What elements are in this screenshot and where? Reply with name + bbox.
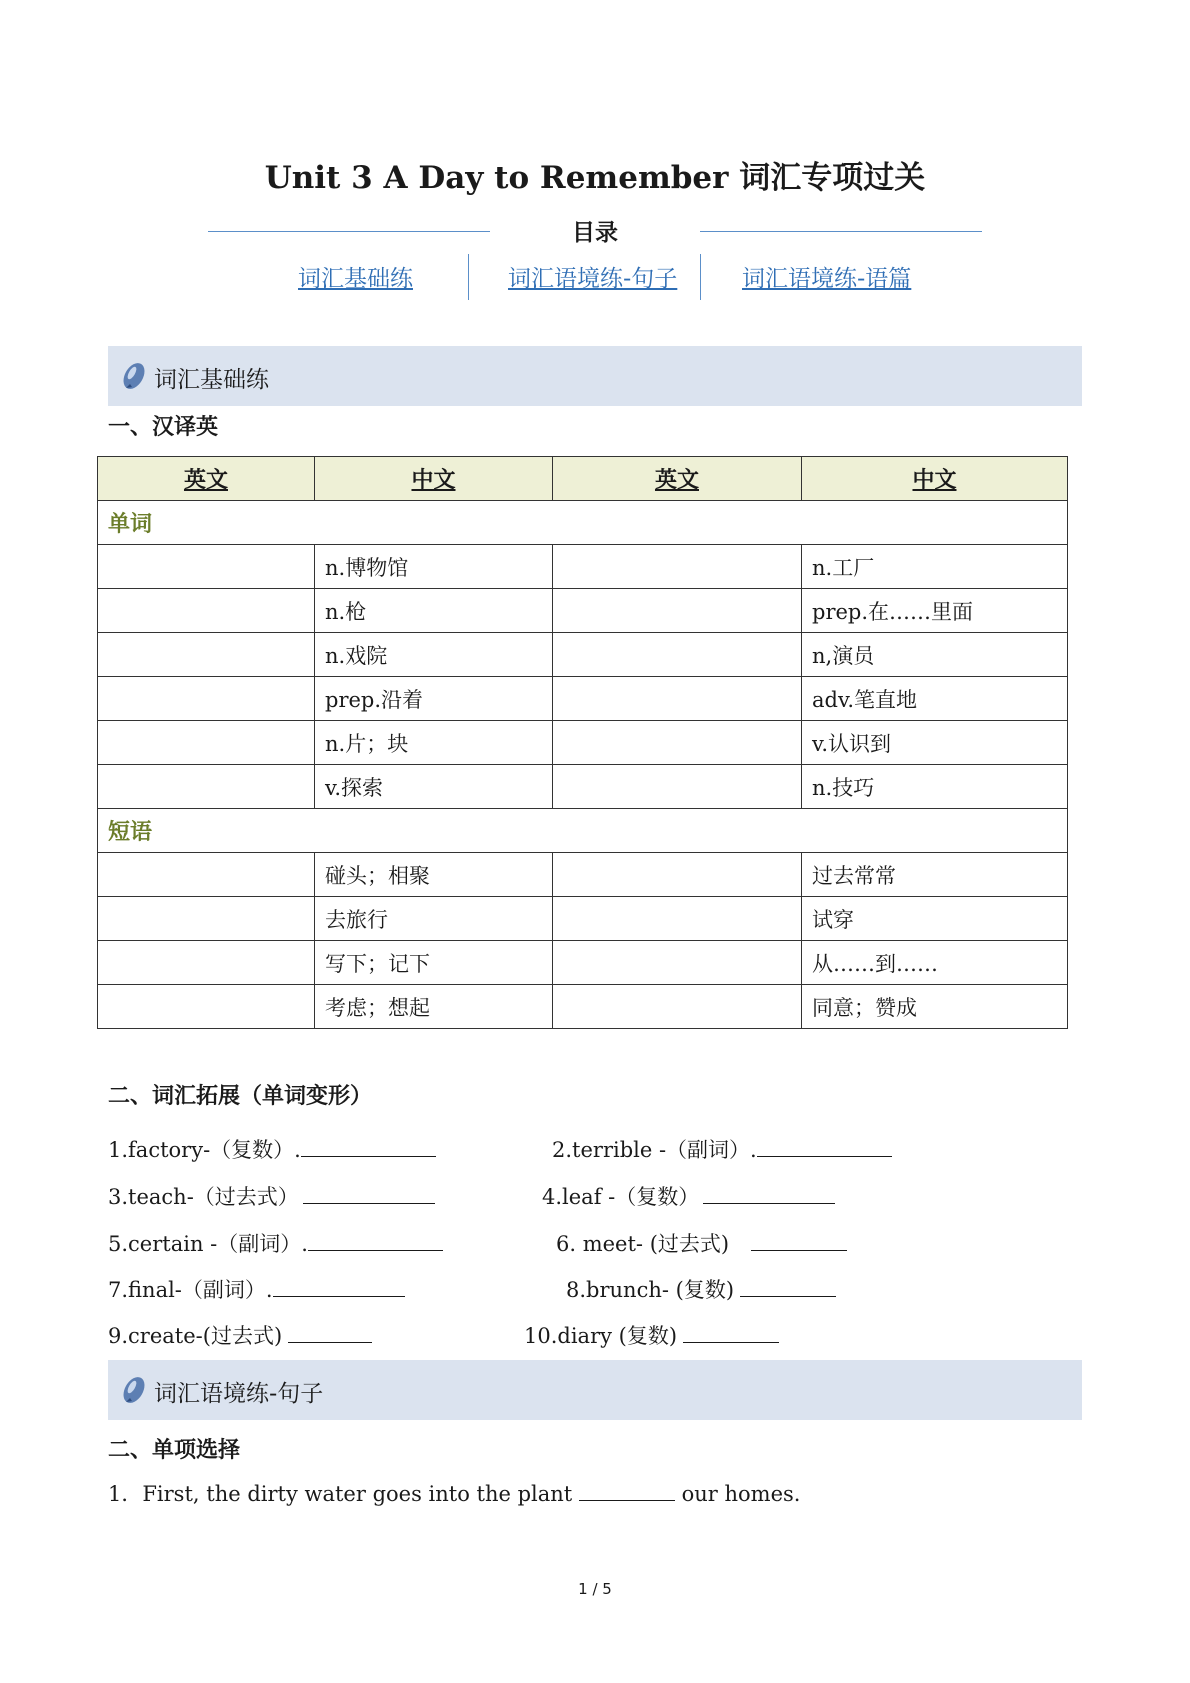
- answer-blank[interactable]: [273, 1274, 405, 1297]
- question-text-before: 1．First, the dirty water goes into the plant: [108, 1482, 573, 1506]
- answer-cell[interactable]: [98, 897, 315, 941]
- column-header: 英文: [98, 457, 315, 501]
- pen-icon: [122, 360, 146, 392]
- exercise-item: [524, 1320, 779, 1350]
- answer-cell[interactable]: [553, 853, 802, 897]
- answer-cell[interactable]: [98, 633, 315, 677]
- table-row: [98, 853, 1068, 897]
- column-header: 中文: [802, 457, 1068, 501]
- table-row: [98, 985, 1068, 1029]
- toc-separator: [468, 254, 469, 300]
- toc-separator: [700, 254, 701, 300]
- answer-cell[interactable]: [553, 589, 802, 633]
- page-title: Unit 3 A Day to Remember 词汇专项过关: [264, 160, 926, 196]
- exercise-prompt: 2.terrible -（副词）.: [552, 1138, 757, 1162]
- exercise-prompt: 3.teach-（过去式）: [108, 1185, 299, 1209]
- answer-blank[interactable]: [303, 1181, 435, 1204]
- answer-cell[interactable]: [553, 985, 802, 1029]
- answer-cell[interactable]: [553, 545, 802, 589]
- answer-cell[interactable]: [98, 545, 315, 589]
- answer-blank[interactable]: [683, 1320, 779, 1343]
- exercise-prompt: 9.create-(过去式): [108, 1324, 283, 1348]
- column-header: 中文: [315, 457, 553, 501]
- answer-cell[interactable]: [553, 633, 802, 677]
- group-label-words: 单词: [98, 501, 1068, 545]
- table-row: [98, 589, 1068, 633]
- section-band-label: 词汇语境练-句子: [154, 1381, 324, 1407]
- answer-blank[interactable]: [703, 1181, 835, 1204]
- exercise-item: [566, 1274, 836, 1304]
- answer-cell[interactable]: [553, 677, 802, 721]
- chinese-cell: 去旅行: [315, 897, 553, 941]
- table-row: [98, 721, 1068, 765]
- exercise-item: [552, 1134, 892, 1164]
- exercise-item: [542, 1181, 835, 1211]
- answer-cell[interactable]: [553, 941, 802, 985]
- table-row: [98, 765, 1068, 809]
- group-row: [98, 501, 1068, 545]
- answer-blank[interactable]: [751, 1228, 847, 1251]
- exercise-prompt: 1.factory-（复数）.: [108, 1138, 301, 1162]
- toc-link-passage[interactable]: 词汇语境练-语篇: [742, 266, 912, 292]
- exercise-prompt: 6. meet- (过去式): [556, 1232, 730, 1256]
- answer-blank[interactable]: [308, 1228, 443, 1251]
- answer-cell[interactable]: [553, 765, 802, 809]
- answer-blank[interactable]: [579, 1478, 675, 1501]
- exercise-prompt: 4.leaf -（复数）: [542, 1185, 700, 1209]
- chinese-cell: adv.笔直地: [802, 677, 1068, 721]
- answer-cell[interactable]: [98, 853, 315, 897]
- table-row: [98, 897, 1068, 941]
- chinese-cell: 写下；记下: [315, 941, 553, 985]
- chinese-cell: n.片；块: [315, 721, 553, 765]
- toc-link-sentence[interactable]: 词汇语境练-句子: [508, 266, 678, 292]
- part-title-choice: 二、单项选择: [108, 1438, 241, 1463]
- exercise-prompt: 5.certain -（副词）.: [108, 1232, 308, 1256]
- question-1: [108, 1478, 800, 1508]
- question-text-after: our homes.: [681, 1482, 801, 1506]
- exercise-item: [108, 1228, 443, 1258]
- chinese-cell: n.戏院: [315, 633, 553, 677]
- answer-blank[interactable]: [740, 1274, 836, 1297]
- table-row: [98, 633, 1068, 677]
- part-title-translate: 一、汉译英: [108, 415, 219, 440]
- chinese-cell: 考虑；想起: [315, 985, 553, 1029]
- answer-cell[interactable]: [98, 721, 315, 765]
- answer-cell[interactable]: [553, 897, 802, 941]
- exercise-prompt: 8.brunch- (复数): [566, 1278, 735, 1302]
- section-band-sentence: [108, 1360, 1082, 1420]
- chinese-cell: 碰头；相聚: [315, 853, 553, 897]
- answer-cell[interactable]: [98, 589, 315, 633]
- group-row: [98, 809, 1068, 853]
- vocab-table: [97, 456, 1068, 1029]
- chinese-cell: n.枪: [315, 589, 553, 633]
- table-row: [98, 941, 1068, 985]
- chinese-cell: 同意；赞成: [802, 985, 1068, 1029]
- chinese-cell: n.工厂: [802, 545, 1068, 589]
- section-band-label: 词汇基础练: [154, 367, 269, 393]
- toc-link-basic[interactable]: 词汇基础练: [298, 266, 413, 292]
- answer-cell[interactable]: [98, 765, 315, 809]
- exercise-item: [108, 1320, 372, 1350]
- answer-cell[interactable]: [98, 941, 315, 985]
- exercise-item: [108, 1181, 435, 1211]
- chinese-cell: 试穿: [802, 897, 1068, 941]
- group-label-phrases: 短语: [98, 809, 1068, 853]
- answer-blank[interactable]: [301, 1134, 436, 1157]
- exercise-item: [108, 1274, 405, 1304]
- chinese-cell: v.探索: [315, 765, 553, 809]
- answer-blank[interactable]: [288, 1320, 372, 1343]
- page-number: 1 / 5: [578, 1580, 612, 1598]
- chinese-cell: v.认识到: [802, 721, 1068, 765]
- exercise-item: [556, 1228, 847, 1258]
- table-row: [98, 545, 1068, 589]
- pen-icon: [122, 1374, 146, 1406]
- chinese-cell: 过去常常: [802, 853, 1068, 897]
- toc-rule-right: [700, 231, 982, 232]
- chinese-cell: n.技巧: [802, 765, 1068, 809]
- answer-cell[interactable]: [98, 985, 315, 1029]
- answer-cell[interactable]: [98, 677, 315, 721]
- chinese-cell: n.博物馆: [315, 545, 553, 589]
- section-band-basic: [108, 346, 1082, 406]
- toc-heading: 目录: [572, 220, 618, 246]
- exercise-prompt: 10.diary (复数): [524, 1324, 678, 1348]
- chinese-cell: 从……到……: [802, 941, 1068, 985]
- answer-cell[interactable]: [553, 721, 802, 765]
- chinese-cell: prep.在……里面: [802, 589, 1068, 633]
- chinese-cell: prep.沿着: [315, 677, 553, 721]
- exercise-prompt: 7.final-（副词）.: [108, 1278, 273, 1302]
- exercise-item: [108, 1134, 436, 1164]
- chinese-cell: n,演员: [802, 633, 1068, 677]
- answer-blank[interactable]: [757, 1134, 892, 1157]
- table-header-row: [98, 457, 1068, 501]
- table-row: [98, 677, 1068, 721]
- part-title-expansion: 二、词汇拓展（单词变形）: [108, 1084, 373, 1109]
- column-header: 英文: [553, 457, 802, 501]
